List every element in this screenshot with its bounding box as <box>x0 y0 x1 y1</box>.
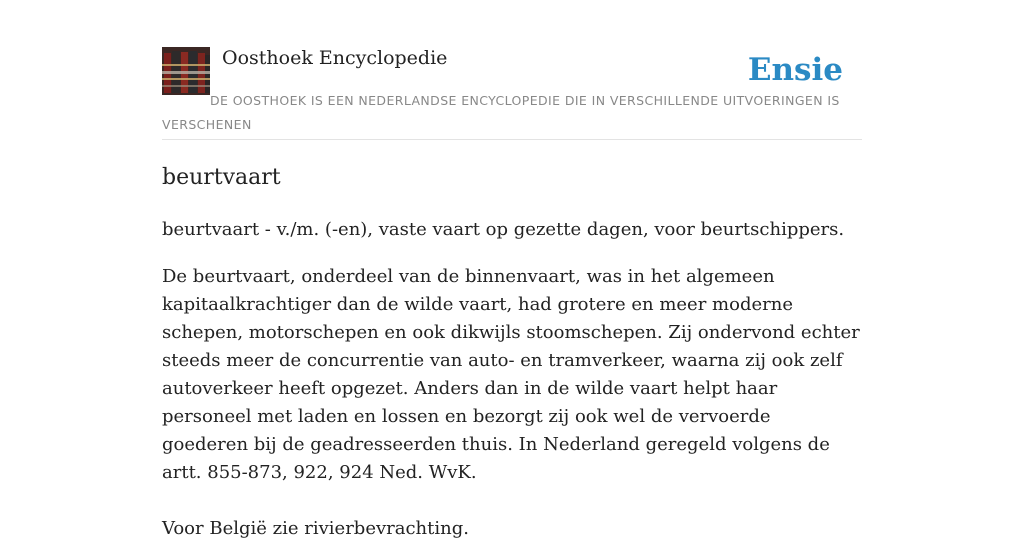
entry-body <box>162 263 862 543</box>
entry-headword: beurtvaart <box>162 165 281 190</box>
site-tagline: DE OOSTHOEK IS EEN NEDERLANDSE ENCYCLOPEDIE DIE IN VERSCHILLENDE UITVOERINGEN IS VERSCHENEN <box>162 93 840 132</box>
site-title[interactable]: Oosthoek Encyclopedie <box>222 47 448 69</box>
entry-definition: beurtvaart - v./m. (-en), vaste vaart op gezette dagen, voor beurtschippers. <box>162 219 845 240</box>
page <box>162 0 862 539</box>
brand-logo[interactable]: Ensie <box>747 52 843 88</box>
book-spines-icon <box>162 47 210 95</box>
avatar[interactable] <box>162 47 210 95</box>
entry-see-also: Voor België zie rivierbevrachting. <box>162 518 469 539</box>
header-divider <box>162 139 862 140</box>
entry-paragraph: De beurtvaart, onderdeel van de binnenvaart, was in het algemeen kapitaalkrachtiger dan de wilde vaart, had grotere en meer moderne schepen, motorschepen en ook dikwijls stoomschepen. Zij ondervond echter steeds meer de concurrentie van auto- en tramverkeer, waarna zij ook zelf autoverkeer heeft opgezet. Anders dan in de wilde vaart helpt haar personeel met laden en lossen en bezorgt zij ook wel de vervoerde goederen bij de geadresseerden thuis. In Nederland geregeld volgens de artt. 855-873, 922, 924 Ned. WvK. <box>162 266 860 483</box>
